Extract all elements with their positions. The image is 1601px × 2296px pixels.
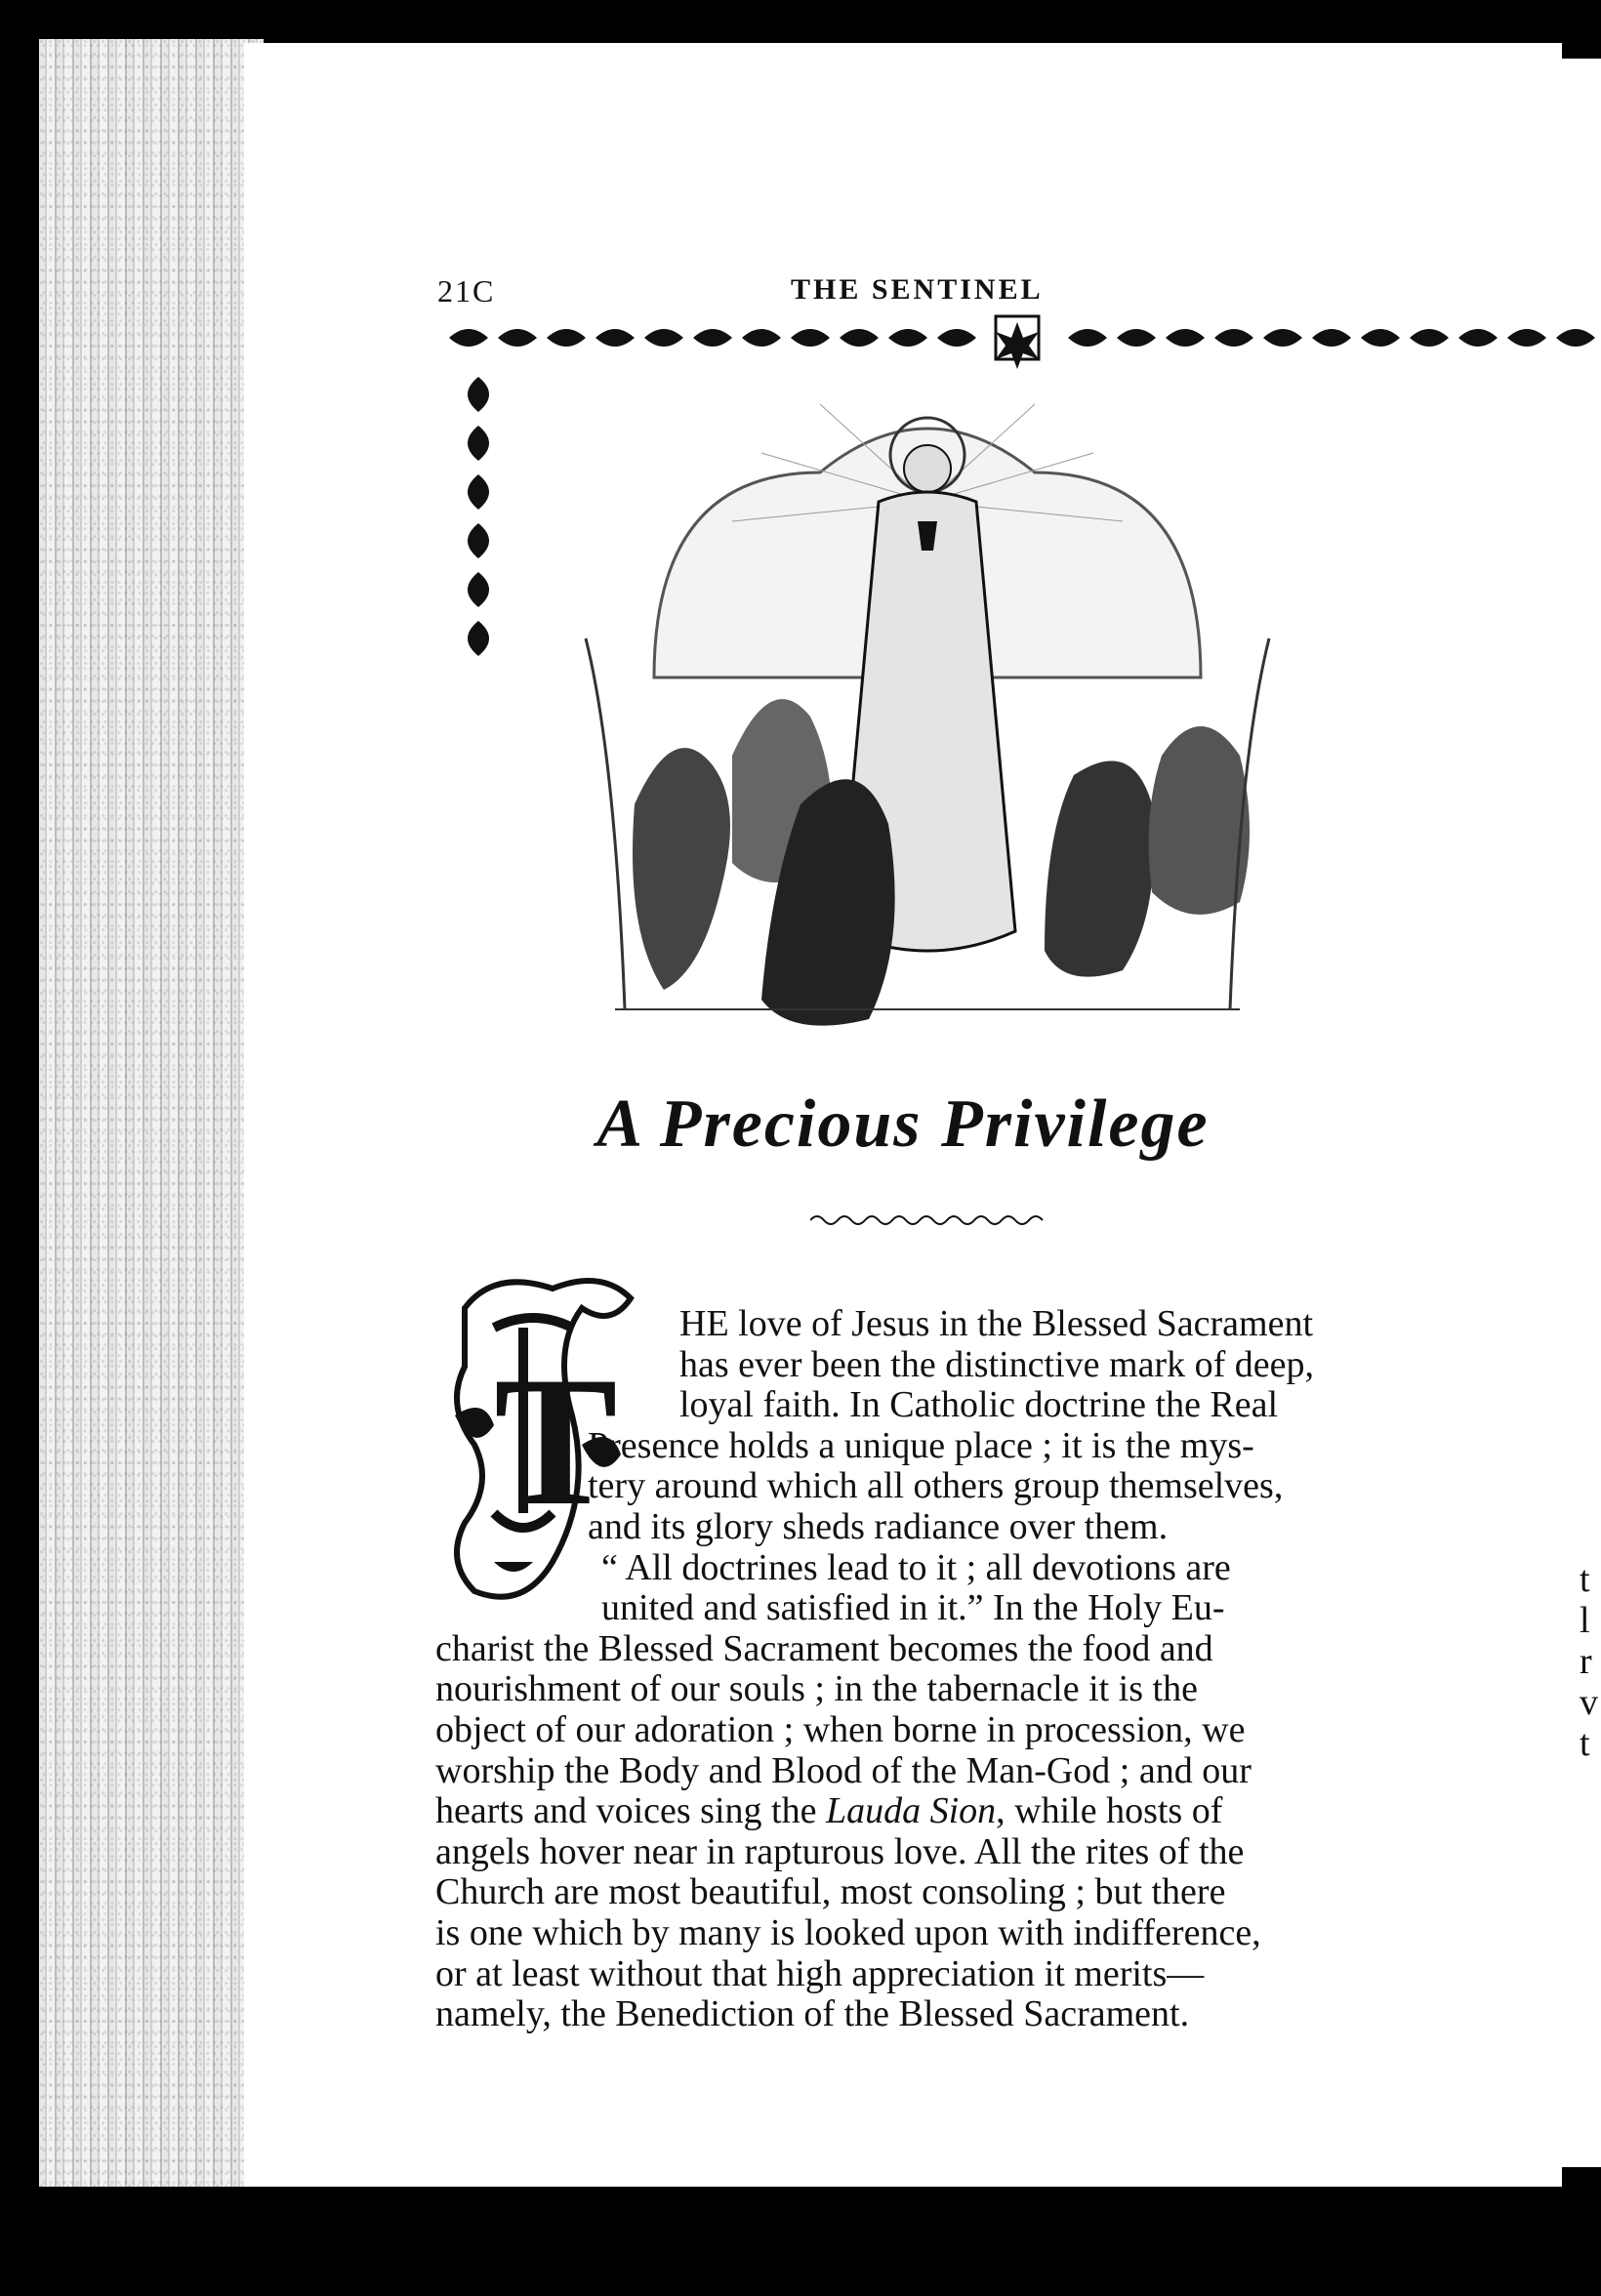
facing-page-fragment: v — [1580, 1682, 1598, 1723]
text-line: charist the Blessed Sacrament becomes the food and — [435, 1628, 1213, 1669]
engraving-illustration — [527, 385, 1328, 1060]
hymn-title: Lauda Sion — [825, 1791, 997, 1832]
facing-page-fragment: t — [1580, 1723, 1590, 1764]
facing-page-fragment: t — [1580, 1559, 1590, 1600]
text-line-part: , while hosts of — [996, 1791, 1223, 1832]
facing-page-fragment: l — [1580, 1600, 1590, 1641]
text-line: loyal faith. In Catholic doctrine the Real — [679, 1385, 1279, 1426]
page-number: 21C — [437, 273, 496, 308]
dropcap-letter: T — [494, 1339, 618, 1544]
text-line: object of our adoration ; when borne in procession, we — [435, 1709, 1246, 1750]
text-line: worship the Body and Blood of the Man-God ; and our — [435, 1750, 1252, 1791]
text-line: has ever been the distinctive mark of deep, — [679, 1344, 1314, 1385]
text-line: angels hover near in rapturous love. All the rites of the — [435, 1831, 1245, 1872]
text-line: “ All doctrines lead to it ; all devotions are — [601, 1547, 1231, 1588]
text-line — [435, 1304, 1601, 1345]
book-page-edges — [39, 39, 264, 2187]
wavy-rule-ornament — [810, 1210, 1045, 1230]
article-body — [435, 1304, 1601, 2035]
text-line-content: love of Jesus in the Blessed Sacrament — [728, 1304, 1314, 1344]
text-line: is one which by many is looked upon with indifference, — [435, 1912, 1261, 1953]
text-line: nourishment of our souls ; in the tabernacle it is the — [435, 1669, 1198, 1710]
text-line: or at least without that high appreciation it merits— — [435, 1953, 1205, 1994]
text-line: united and satisfied in it.” In the Holy Eu- — [601, 1588, 1225, 1629]
lead-smallcaps: HE — [679, 1304, 729, 1344]
text-line-part: hearts and voices sing the — [435, 1791, 826, 1832]
journal-title: THE SENTINEL — [791, 273, 1044, 306]
article-title: A Precious Privilege — [596, 1086, 1210, 1162]
text-line: Presence holds a unique place ; it is the mys- — [588, 1425, 1254, 1466]
text-line: tery around which all others group themselves, — [588, 1466, 1284, 1507]
text-line — [435, 1791, 1601, 1832]
facing-page-fragment: r — [1580, 1641, 1592, 1682]
page — [244, 43, 1562, 2187]
text-line: and its glory sheds radiance over them. — [588, 1506, 1169, 1547]
text-line: Church are most beautiful, most consoling ; but there — [435, 1872, 1226, 1913]
text-line: namely, the Benediction of the Blessed Sacrament. — [435, 1994, 1190, 2035]
